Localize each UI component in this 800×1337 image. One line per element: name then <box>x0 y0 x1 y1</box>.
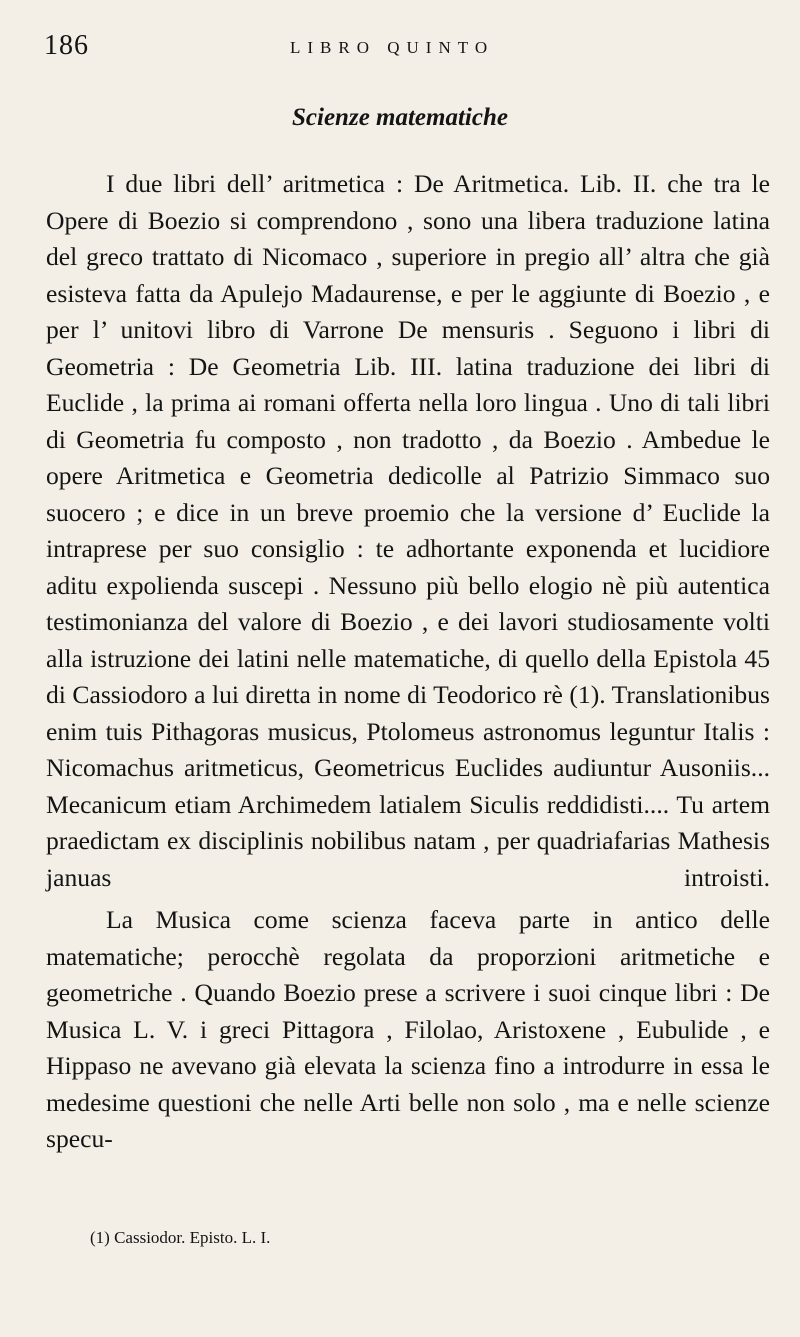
body-text <box>46 166 770 1158</box>
footnote: (1) Cassiodor. Episto. L. I. <box>90 1228 271 1247</box>
paragraph: La Musica come scienza faceva parte in antico delle matematiche; perocchè regolata da proporzioni aritmetiche e geometriche . Quando Boezio prese a scrivere i suoi cinque libri : De Musica L. V. i greci Pittagora , Filolao, Aristoxene , Eubulide , e Hippaso ne avevano già elevata la scienza fino a introdurre in essa le medesime questioni che nelle Arti belle non solo , ma e nelle scienze specu- <box>46 905 770 1153</box>
running-head: LIBRO QUINTO <box>290 38 495 57</box>
page-header <box>40 30 760 70</box>
paragraph: I due libri dell’ aritmetica : De Aritmetica. Lib. II. che tra le Opere di Boezio si comprendono , sono una libera traduzione latina del greco trattato di Nicomaco , superiore in pregio all’ altra che già esisteva fatta da Apulejo Madaurense, e per le aggiunte di Boezio , e per l’ unitovi libro di Varrone De mensuris . Seguono i libri di Geometria : De Geometria Lib. III. latina traduzione dei libri di Euclide , la prima ai romani offerta nella loro lingua . Uno di tali libri di Geometria fu composto , non tradotto , da Boezio . Ambedue le opere Aritmetica e Geometria dedicolle al Patrizio Simmaco suo suocero ; e dice in un breve proemio che la versione d’ Euclide la intraprese per suo consiglio : te adhortante exponenda et lucidiore aditu expolienda suscepi . Nessuno più bello elogio nè più autentica testimonianza del valore di Boezio , e dei lavori studiosamente volti alla istruzione dei latini nelle matematiche, di quello della Epistola 45 di Cassiodoro a lui diretta in nome di Teodorico rè (1). Translationibus enim tuis Pithagoras musicus, Ptolomeus astronomus leguntur Italis : Nicomachus aritmeticus, Geometricus Euclides audiuntur Ausoniis... Mecanicum etiam Archimedem latialem Siculis reddidisti.... Tu artem praedictam ex disciplinis nobilibus natam , per quadriafarias Mathesis januas introisti. <box>46 169 770 892</box>
section-title: Scienze matematiche <box>292 104 508 131</box>
page-number: 186 <box>44 30 89 61</box>
